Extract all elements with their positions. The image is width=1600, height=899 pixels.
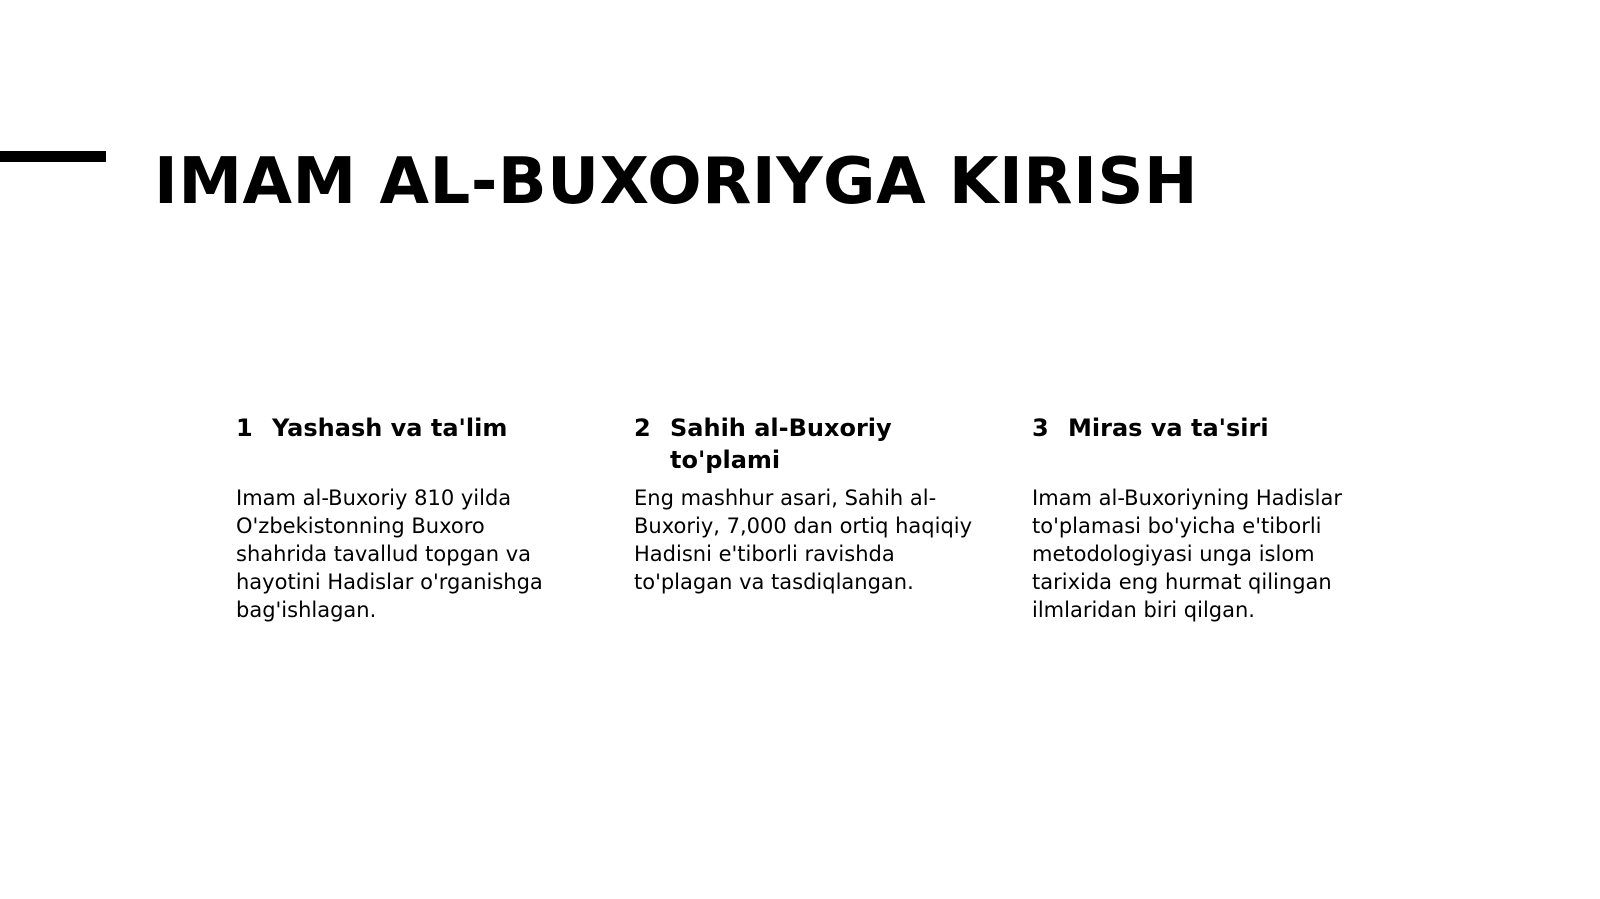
column-number: 3 <box>1032 414 1049 442</box>
column-text: Imam al-Buxoriy 810 yilda O'zbekistonning Buxoro shahrida tavallud topgan va hayotini Hadislar o'rganishga bag'ishlagan. <box>236 486 543 622</box>
column-text: Eng mashhur asari, Sahih al-Buxoriy, 7,000 dan ortiq haqiqiy Hadisni e'tiborli ravishda to'plagan va tasdiqlangan. <box>634 486 973 594</box>
column-title: Miras va ta'siri <box>1068 414 1269 442</box>
column-title: Sahih al-Buxoriy to'plami <box>670 414 892 474</box>
column-number: 1 <box>236 414 253 442</box>
column-text: Imam al-Buxoriyning Hadislar to'plamasi bo'yicha e'tiborli metodologiyasi unga islom tarixida eng hurmat qilingan ilmlaridan biri qilgan. <box>1032 486 1342 622</box>
column-number: 2 <box>634 414 651 442</box>
column-miras <box>1032 412 1372 624</box>
column-heading <box>1032 412 1372 484</box>
title-accent-bar <box>0 151 106 162</box>
column-yashash <box>236 412 576 624</box>
page-title: IMAM AL-BUXORIYGA KIRISH <box>154 145 1199 219</box>
column-title: Yashash va ta'lim <box>272 414 508 442</box>
column-heading <box>634 412 974 484</box>
column-sahih <box>634 412 974 596</box>
column-heading <box>236 412 576 484</box>
